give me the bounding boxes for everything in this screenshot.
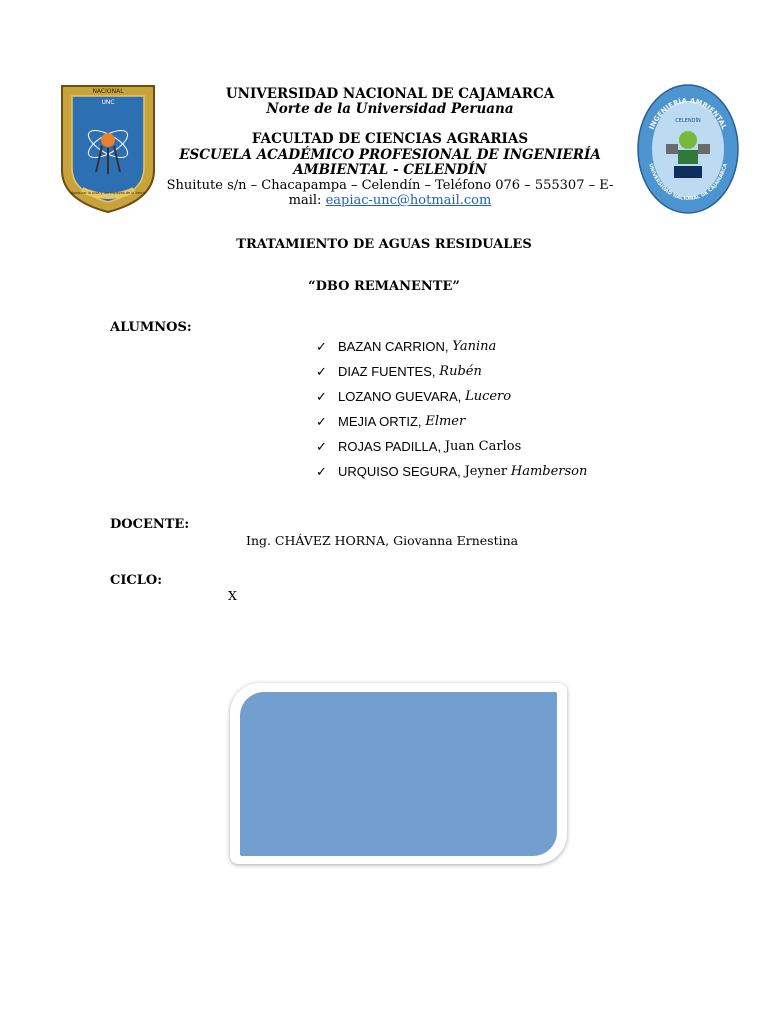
student-surname: ROJAS PADILLA, bbox=[338, 439, 442, 454]
logo-center-label: CELENDÍN bbox=[675, 118, 701, 124]
student-item bbox=[316, 359, 587, 384]
university-name: UNIVERSIDAD NACIONAL DE CAJAMARCA bbox=[225, 86, 555, 102]
student-given-name: Elmer bbox=[425, 414, 466, 429]
student-surname: MEJIA ORTIZ, bbox=[338, 414, 422, 429]
logo-ring-top-text: INGENIERÍA AMBIENTAL bbox=[647, 96, 729, 131]
student-given-name: Yanina bbox=[452, 339, 497, 354]
student-surname: DIAZ FUENTES, bbox=[338, 364, 436, 379]
email-line bbox=[160, 193, 620, 209]
students-list bbox=[316, 334, 587, 484]
students-label: ALUMNOS: bbox=[110, 320, 192, 335]
student-surname: LOZANO GUEVARA, bbox=[338, 389, 462, 404]
cycle-value: X bbox=[228, 588, 237, 603]
engineering-school-logo bbox=[636, 82, 740, 216]
university-motto: Norte de la Universidad Peruana bbox=[266, 101, 514, 117]
course-title: TRATAMIENTO DE AGUAS RESIDUALES bbox=[236, 237, 532, 252]
check-icon: ✓ bbox=[316, 363, 327, 379]
student-item bbox=[316, 334, 587, 359]
faculty-name: FACULTAD DE CIENCIAS AGRARIAS bbox=[251, 131, 529, 147]
address-line: Shuitute s/n – Chacapampa – Celendín – Teléfono 076 – 555307 – E- bbox=[166, 178, 614, 193]
check-icon: ✓ bbox=[316, 338, 327, 354]
check-icon: ✓ bbox=[316, 388, 327, 404]
university-crest-logo bbox=[58, 82, 158, 214]
student-item bbox=[316, 459, 587, 484]
cycle-label: CICLO: bbox=[110, 573, 163, 588]
student-given-name: Juan Carlos bbox=[444, 439, 522, 454]
teacher-label: DOCENTE: bbox=[110, 517, 190, 532]
check-icon: ✓ bbox=[316, 438, 327, 454]
logo-ring-bottom-text: UNIVERSIDAD NACIONAL DE CAJAMARCA bbox=[647, 162, 729, 203]
student-extra-name: Hamberson bbox=[510, 464, 588, 479]
student-surname: URQUISO SEGURA, bbox=[338, 464, 461, 479]
student-item bbox=[316, 434, 587, 459]
student-given-name: Lucero bbox=[465, 389, 512, 404]
crest-top-band-text: NACIONAL bbox=[92, 88, 124, 95]
student-given-name: Jeyner bbox=[464, 464, 508, 479]
teacher-name: Ing. CHÁVEZ HORNA, Giovanna Ernestina bbox=[246, 533, 519, 548]
email-prefix: mail: bbox=[288, 193, 326, 208]
crest-top-text: UNC bbox=[101, 99, 115, 106]
school-name-line2: AMBIENTAL - CELENDÍN bbox=[293, 162, 487, 178]
check-icon: ✓ bbox=[316, 413, 327, 429]
email-link[interactable]: eapiac-unc@hotmail.com bbox=[325, 193, 492, 208]
document-title: “DBO REMANENTE” bbox=[308, 279, 460, 294]
check-icon: ✓ bbox=[316, 463, 327, 479]
crest-banner-text: Asegurar la vida y las riquezas de la tierra bbox=[70, 191, 146, 195]
student-item bbox=[316, 384, 587, 409]
school-name-line1: ESCUELA ACADÉMICO PROFESIONAL DE INGENIERÍA bbox=[179, 147, 601, 163]
student-surname: BAZAN CARRION, bbox=[338, 339, 449, 354]
student-item bbox=[316, 409, 587, 434]
blue-box bbox=[240, 692, 557, 856]
student-given-name: Rubén bbox=[439, 364, 482, 379]
